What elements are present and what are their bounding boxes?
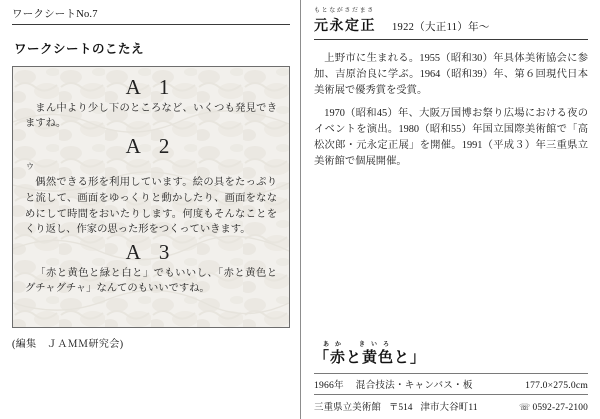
- artist-biography: [314, 51, 588, 170]
- answer-label: A 3: [125, 240, 177, 265]
- editor-credit: (編集 ＪＡＭＭ研究会): [12, 339, 124, 350]
- museum-phone-number: 0592-27-2100: [532, 403, 588, 413]
- answer-text-body: 「赤と黄色と緑と白と」でもいいし、「赤と黄色とグチャグチャ」なんてのもいいですね。: [25, 267, 277, 295]
- answer-item: [25, 240, 277, 297]
- artwork-title-row: [314, 342, 588, 367]
- museum-name: 三重県立美術館: [314, 403, 382, 413]
- artist-name-reading: もとながさだまさ: [314, 8, 375, 14]
- artwork-dimensions: 177.0×275.0cm: [525, 380, 588, 391]
- answer-label: A 1: [125, 75, 177, 99]
- artwork-year: 1966年: [314, 380, 344, 391]
- museum-phone: [519, 402, 588, 413]
- artwork-title: 「赤と黄色と」: [314, 350, 427, 366]
- answers-body: [13, 67, 289, 303]
- artwork-metadata: [314, 373, 588, 395]
- worksheet-header: ワークシートNo.7: [12, 6, 290, 25]
- artist-name-row: [314, 15, 588, 35]
- museum-address: 津市大谷町11: [420, 403, 478, 413]
- answer-item: [25, 75, 277, 132]
- worksheet-answers-title: ワークシートのこたえ: [14, 42, 145, 56]
- artwork-caption: [314, 342, 588, 413]
- answer-text-body: 偶然できる形を利用しています。絵の具をたっぷりと流して、画面をゆっくりと動かしたり、画面をななめにして時間をおいたりします。何度もそんなことをくり返し、作家の思った形をつくっていきます。: [25, 177, 277, 236]
- artwork-technique: 混合技法・キャンバス・板: [355, 380, 473, 391]
- museum-postal-code: 〒514: [389, 403, 413, 413]
- museum-info: [314, 395, 588, 413]
- answers-panel: [12, 66, 290, 328]
- artist-years: 1922（大正11）年～: [392, 22, 490, 33]
- artist-column: [300, 0, 600, 419]
- biography-paragraph: 1970（昭和45）年、大阪万国博お祭り広場における夜のイベントを演出。1980（昭和55）年国立国際美術館で「高松次郎・元永定正展」を開催。1991（平成３）年三重県立美術館で個展開催。: [314, 108, 588, 168]
- answer-text: [25, 266, 277, 297]
- telephone-icon: ☏: [519, 402, 531, 412]
- answer-item: [25, 134, 277, 238]
- answer-text-body: まん中より少し下のところなど、いくつも発見できますね。: [25, 102, 277, 130]
- answer-text: [25, 101, 277, 132]
- artwork-title-reading: あか きいろ: [323, 342, 396, 348]
- answer-label: A 2: [125, 134, 177, 159]
- biography-paragraph: 上野市に生まれる。1955（昭和30）年具体美術協会に参加、吉原治良に学ぶ。1964（昭和39）年、第６回現代日本美術展で優秀賞を受賞。: [314, 53, 588, 97]
- artist-name: 元永定正: [314, 19, 376, 34]
- answer-ruby-mark: ウ: [26, 161, 34, 171]
- artist-header: [314, 5, 588, 40]
- answer-text: [25, 175, 277, 238]
